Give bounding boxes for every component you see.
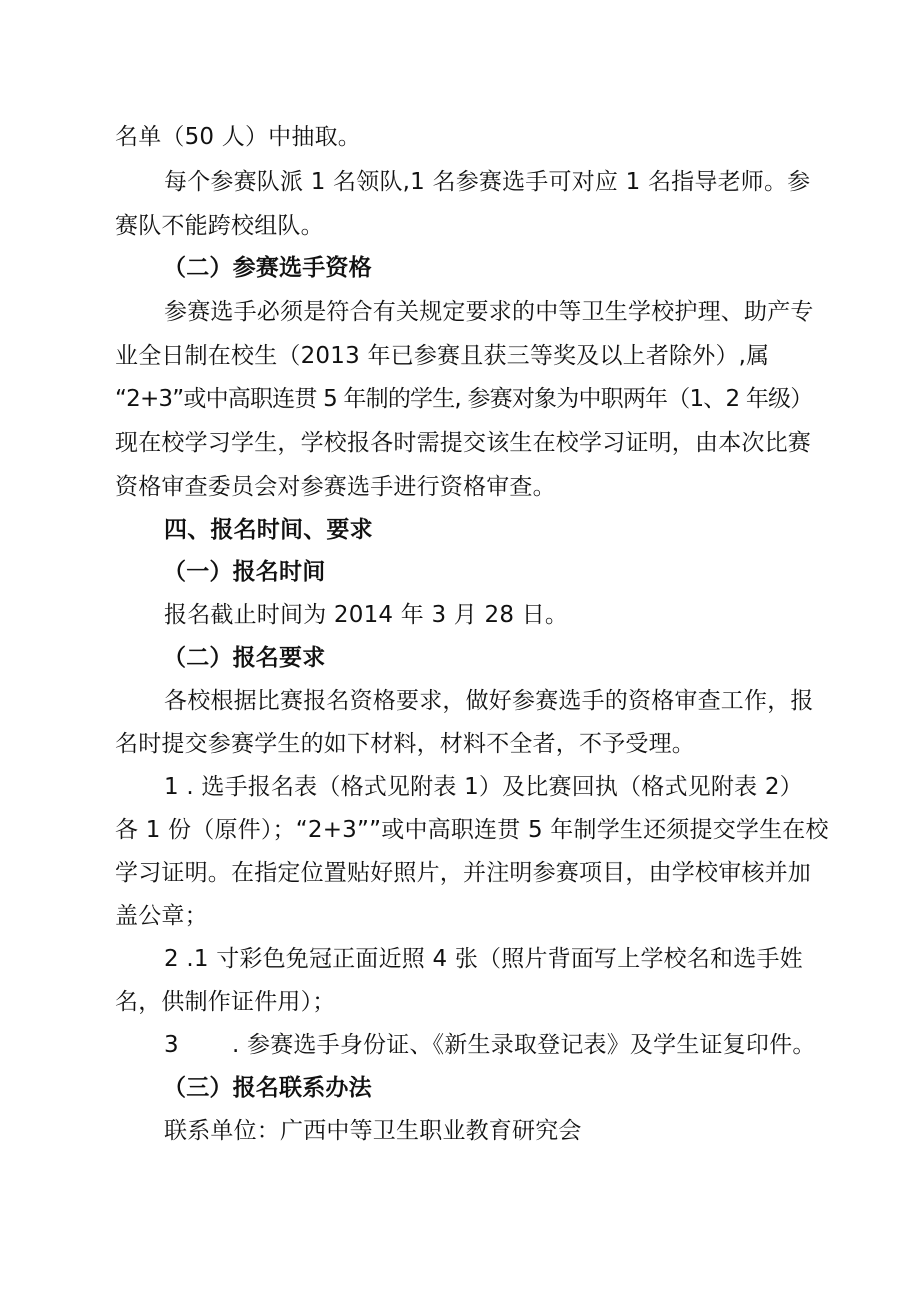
section-heading: （二）参赛选手资格 — [163, 255, 372, 281]
paragraph-line: 盖公章； — [115, 903, 208, 929]
list-item-line: 1 . 选手报名表（格式见附表 1）及比赛回执（格式见附表 2） — [164, 774, 803, 800]
list-item-line: . 参赛选手身份证、《新生录取登记表》及学生证复印件。 — [232, 1032, 816, 1058]
paragraph-line: 学习证明。在指定位置贴好照片，并注明参赛项目，由学校审核并加 — [115, 860, 811, 886]
section-heading: （三）报名联系办法 — [163, 1075, 372, 1101]
section-heading: （一）报名时间 — [163, 559, 326, 585]
paragraph-line: 联系单位：广西中等卫生职业教育研究会 — [164, 1118, 582, 1144]
paragraph-line: 现在校学习学生，学校报各时需提交该生在校学习证明，由本次比赛 — [115, 430, 811, 456]
paragraph-line: 报名截止时间为 2014 年 3 月 28 日。 — [164, 602, 569, 628]
paragraph-line: 名时提交参赛学生的如下材料，材料不全者，不予受理。 — [115, 731, 695, 757]
paragraph-line: 名单（50 人）中抽取。 — [115, 124, 361, 150]
list-item-number: 3 — [164, 1032, 179, 1058]
paragraph-line: 各 1 份（原件）；“2+3””或中高职连贯 5 年制学生还须提交学生在校 — [115, 817, 829, 843]
paragraph-line: 参赛选手必须是符合有关规定要求的中等卫生学校护理、助产专 — [164, 299, 814, 325]
paragraph-line: 业全日制在校生（2013 年已参赛且获三等奖及以上者除外）,属 — [115, 343, 770, 369]
paragraph-line: “2+3”或中高职连贯 5 年制的学生, 参赛对象为中职两年（1、2 年级） — [115, 386, 813, 412]
list-item-line: 2 .1 寸彩色免冠正面近照 4 张（照片背面写上学校名和选手姓 — [164, 946, 803, 972]
paragraph-line: 资格审查委员会对参赛选手进行资格审查。 — [115, 474, 556, 500]
paragraph-line: 每个参赛队派 1 名领队,1 名参赛选手可对应 1 名指导老师。参 — [164, 169, 811, 195]
paragraph-line: 赛队不能跨校组队。 — [115, 213, 324, 239]
section-heading: （二）报名要求 — [163, 645, 326, 671]
paragraph-line: 各校根据比赛报名资格要求，做好参赛选手的资格审查工作，报 — [164, 688, 814, 714]
chapter-heading: 四、报名时间、要求 — [164, 517, 373, 543]
paragraph-line: 名，供制作证件用）； — [115, 989, 336, 1015]
